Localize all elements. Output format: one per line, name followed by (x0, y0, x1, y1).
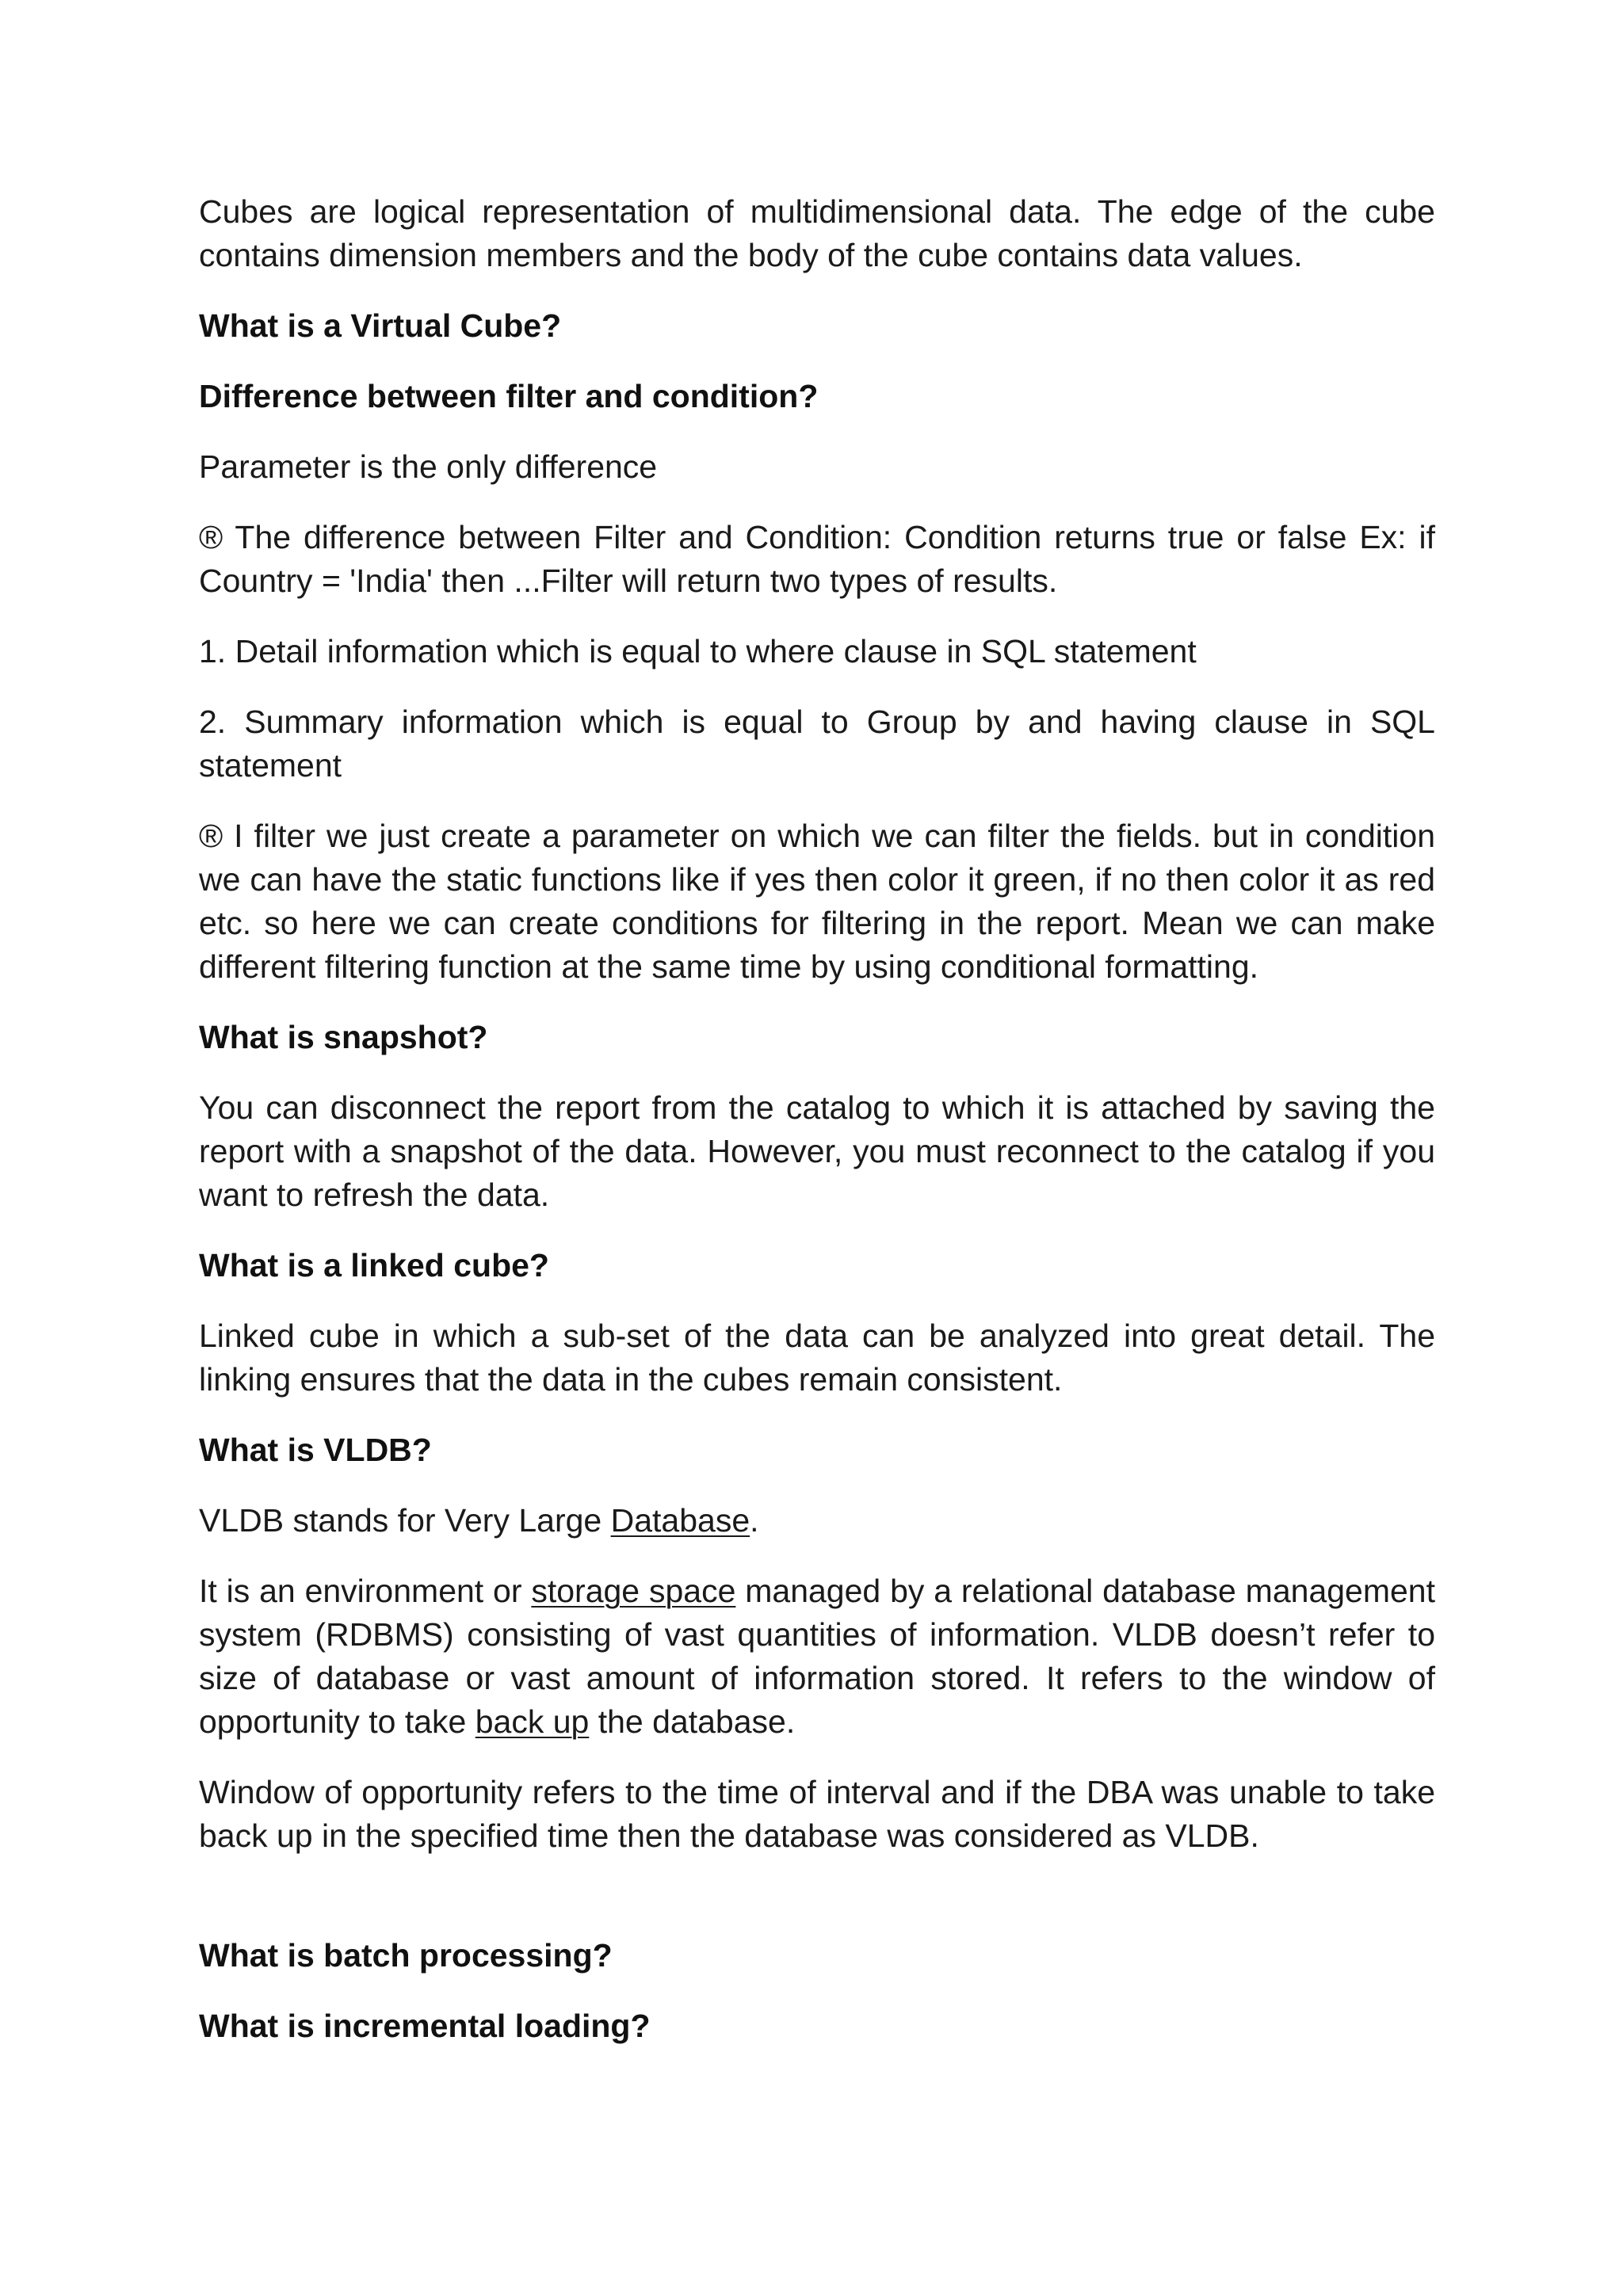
heading-snapshot: What is snapshot? (199, 1019, 488, 1055)
heading-vldb: What is VLDB? (199, 1432, 432, 1468)
vldb-env-text-3: the database. (589, 1703, 796, 1740)
paragraph-window-of-opportunity: Window of opportunity refers to the time of interval and if the DBA was unable to take back up in the specified time then the database was considered as VLDB. (199, 1774, 1435, 1854)
database-link[interactable]: Database (610, 1502, 750, 1539)
heading-filter-vs-condition: Difference between filter and condition? (199, 378, 819, 414)
paragraph-filter-condition-difference: ® The difference between Filter and Condition: Condition returns true or false Ex: if Country = 'India' then ...Filter will return two types of results. (199, 519, 1435, 599)
paragraph-linked-cube: Linked cube in which a sub-set of the data can be analyzed into great detail. The linking ensures that the data in the cubes remain consistent. (199, 1318, 1435, 1398)
vldb-env-text-1: It is an environment or (199, 1573, 532, 1609)
document-page (199, 190, 1435, 2075)
vldb-stands-text: VLDB stands for Very Large (199, 1502, 611, 1539)
paragraph-summary-information: 2. Summary information which is equal to Group by and having clause in SQL statement (199, 704, 1435, 784)
paragraph-filter-explanation: ® I filter we just create a parameter on which we can filter the fields. but in condition we can have the static functions like if yes then color it green, if no then color it as red etc. so here we can create conditions for filtering in the report. Mean we can make different filtering function at the same time by using conditional formatting. (199, 818, 1435, 985)
paragraph-vldb-environment (199, 1569, 1435, 1744)
vldb-stands-period: . (750, 1502, 759, 1539)
paragraph-parameter: Parameter is the only difference (199, 448, 658, 485)
paragraph-detail-information: 1. Detail information which is equal to where clause in SQL statement (199, 633, 1197, 669)
vldb-env-text-2: managed by a relational database management system (RDBMS) consisting of vast quantities of information. VLDB doesn’t refer to size of database or vast amount of information stored. It refers to the window of opportunity to take (199, 1573, 1435, 1740)
heading-batch-processing: What is batch processing? (199, 1937, 613, 1974)
paragraph-snapshot: You can disconnect the report from the catalog to which it is attached by saving the report with a snapshot of the data. However, you must reconnect to the catalog if you want to refresh the data. (199, 1089, 1435, 1213)
heading-incremental-loading: What is incremental loading? (199, 2008, 651, 2044)
paragraph-vldb-stands-for (199, 1499, 1435, 1543)
paragraph-cubes: Cubes are logical representation of multidimensional data. The edge of the cube contains dimension members and the body of the cube contains data values. (199, 193, 1435, 273)
back-up-link[interactable]: back up (475, 1703, 590, 1740)
storage-space-link[interactable]: storage space (531, 1573, 736, 1609)
heading-virtual-cube: What is a Virtual Cube? (199, 307, 562, 344)
heading-linked-cube: What is a linked cube? (199, 1247, 549, 1283)
